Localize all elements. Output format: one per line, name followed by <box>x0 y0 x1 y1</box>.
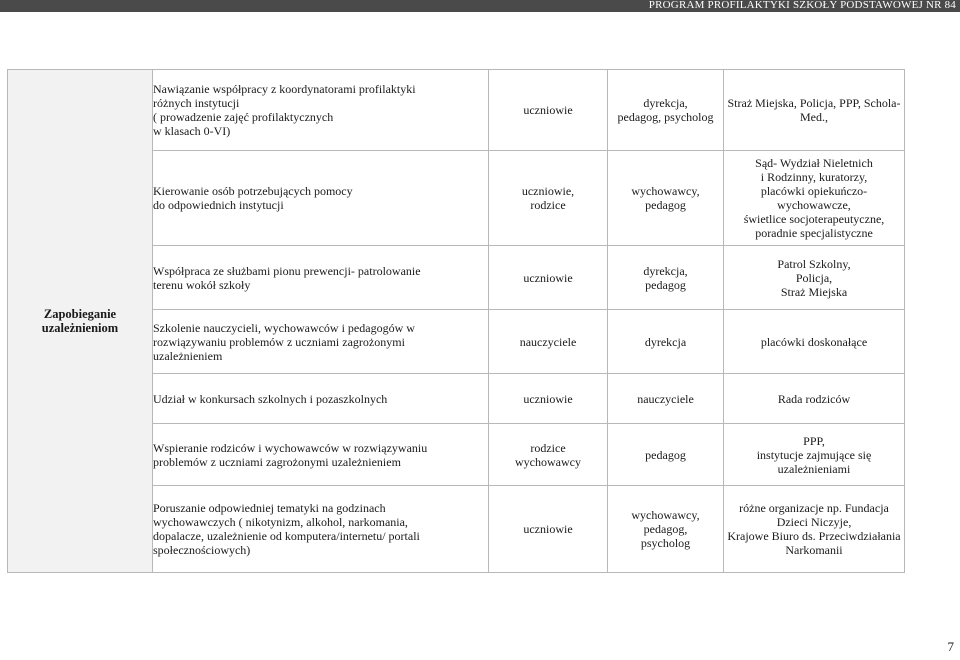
partners-cell <box>724 70 905 151</box>
audience-line: uczniowie <box>523 103 573 117</box>
activity-cell <box>153 70 489 151</box>
activity-cell <box>153 374 489 424</box>
partners-line: Sąd- Wydział Nieletnich <box>755 156 873 170</box>
activity-cell <box>153 424 489 486</box>
partners-line: instytucje zajmujące się <box>756 447 872 462</box>
partners-cell <box>724 310 905 374</box>
responsible-cell <box>608 310 724 374</box>
category-cell <box>8 70 153 573</box>
audience-cell <box>489 374 608 424</box>
partners-line: różne organizacje np. Fundacja <box>739 501 889 515</box>
activity-cell <box>153 310 489 374</box>
audience-line: uczniowie <box>523 270 573 285</box>
partners-line: świetlice socjoterapeutyczne, <box>743 212 885 226</box>
partners-cell <box>724 151 905 246</box>
partners-line: i Rodzinny, kuratorzy, <box>760 170 868 184</box>
activity-line: wychowawczych ( nikotynizm, alkohol, narkomania, <box>153 515 408 529</box>
responsible-cell <box>608 486 724 573</box>
partners-line: Straż Miejska, Policja, PPP, Schola- <box>727 96 901 110</box>
responsible-line: pedagog <box>645 198 686 212</box>
partners-line: PPP, <box>803 433 825 448</box>
activity-line: do odpowiednich instytucji <box>153 198 284 212</box>
audience-cell <box>489 310 608 374</box>
activity-cell <box>153 246 489 310</box>
table-row <box>8 70 905 151</box>
activity-line: różnych instytucji <box>153 96 240 110</box>
audience-cell <box>489 70 608 151</box>
responsible-cell <box>608 151 724 246</box>
activity-line: Współpraca ze służbami pionu prewencji- patrolowanie <box>153 263 421 278</box>
partners-line: Dzieci Niczyje, <box>776 515 852 529</box>
audience-line: wychowawcy <box>515 454 581 469</box>
activity-line: problemów z uczniami zagrożonymi uzależnieniem <box>153 454 401 469</box>
audience-line: uczniowie, <box>521 184 575 198</box>
activity-line: Wspieranie rodziców i wychowawców w rozwiązywaniu <box>153 440 428 455</box>
activity-cell <box>153 151 489 246</box>
partners-line: Rada rodziców <box>777 391 851 406</box>
partners-line: poradnie specjalistyczne <box>755 226 873 240</box>
partners-line: Straż Miejska <box>780 284 848 299</box>
partners-cell <box>724 486 905 573</box>
responsible-cell <box>608 374 724 424</box>
program-table <box>7 69 905 573</box>
responsible-cell <box>608 424 724 486</box>
responsible-cell <box>608 246 724 310</box>
responsible-line: wychowawcy, <box>631 184 700 198</box>
partners-line: placówki opiekuńczo- wychowawcze, <box>760 184 868 212</box>
audience-cell <box>489 424 608 486</box>
partners-line: uzależnieniami <box>777 461 851 476</box>
activity-line: rozwiązywaniu problemów z uczniami zagrożonymi <box>153 334 405 349</box>
document-header-title: PROGRAM PROFILAKTYKI SZKOŁY PODSTAWOWEJ NR 84 <box>648 0 956 11</box>
responsible-line: pedagog, <box>643 522 688 536</box>
partners-cell <box>724 374 905 424</box>
partners-cell <box>724 424 905 486</box>
partners-line: Med., <box>800 110 828 124</box>
audience-cell <box>489 151 608 246</box>
responsible-line: nauczyciele <box>637 391 694 406</box>
activity-cell <box>153 486 489 573</box>
audience-cell <box>489 246 608 310</box>
activity-line: Poruszanie odpowiedniej tematyki na godzinach <box>153 501 386 515</box>
activity-line: uzależnieniem <box>153 348 223 363</box>
audience-line: rodzice <box>530 440 566 455</box>
audience-line: uczniowie <box>523 391 573 406</box>
partners-line: Narkomanii <box>785 543 843 557</box>
partners-line: Patrol Szkolny, <box>777 256 851 271</box>
activity-line: Szkolenie nauczycieli, wychowawców i pedagogów w <box>153 320 415 335</box>
responsible-line: dyrekcja, <box>643 263 688 278</box>
responsible-line: wychowawcy, <box>631 508 700 522</box>
activity-line: w klasach 0-VI) <box>153 124 231 138</box>
audience-line: uczniowie <box>523 522 573 536</box>
activity-line: Kierowanie osób potrzebujących pomocy <box>153 184 353 198</box>
responsible-line: dyrekcja, <box>643 96 688 110</box>
category-line: Zapobieganie <box>43 307 117 321</box>
activity-line: ( prowadzenie zajęć profilaktycznych <box>153 110 334 124</box>
audience-cell <box>489 486 608 573</box>
header-bar <box>0 0 960 12</box>
category-line: uzależnieniom <box>41 321 119 335</box>
audience-line: nauczyciele <box>519 334 577 349</box>
activity-line: społecznościowych) <box>153 543 251 557</box>
responsible-line: pedagog <box>645 447 686 462</box>
activity-line: Udział w konkursach szkolnych i pozaszkolnych <box>153 391 388 406</box>
activity-line: Nawiązanie współpracy z koordynatorami profilaktyki <box>153 82 416 96</box>
activity-line: dopalacze, uzależnienie od komputera/internetu/ portali <box>153 529 420 543</box>
responsible-line: pedagog <box>645 277 686 292</box>
responsible-cell <box>608 70 724 151</box>
partners-cell <box>724 246 905 310</box>
responsible-line: pedagog, psycholog <box>617 110 714 124</box>
activity-line: terenu wokół szkoły <box>153 277 251 292</box>
partners-line: Policja, <box>795 270 833 285</box>
partners-line: Krajowe Biuro ds. Przeciwdziałania <box>727 529 901 543</box>
audience-line: rodzice <box>530 198 566 212</box>
partners-line: placówki doskonałące <box>760 334 868 349</box>
page-number: 7 <box>947 639 954 654</box>
responsible-line: dyrekcja <box>644 334 687 349</box>
responsible-line: psycholog <box>640 536 691 550</box>
